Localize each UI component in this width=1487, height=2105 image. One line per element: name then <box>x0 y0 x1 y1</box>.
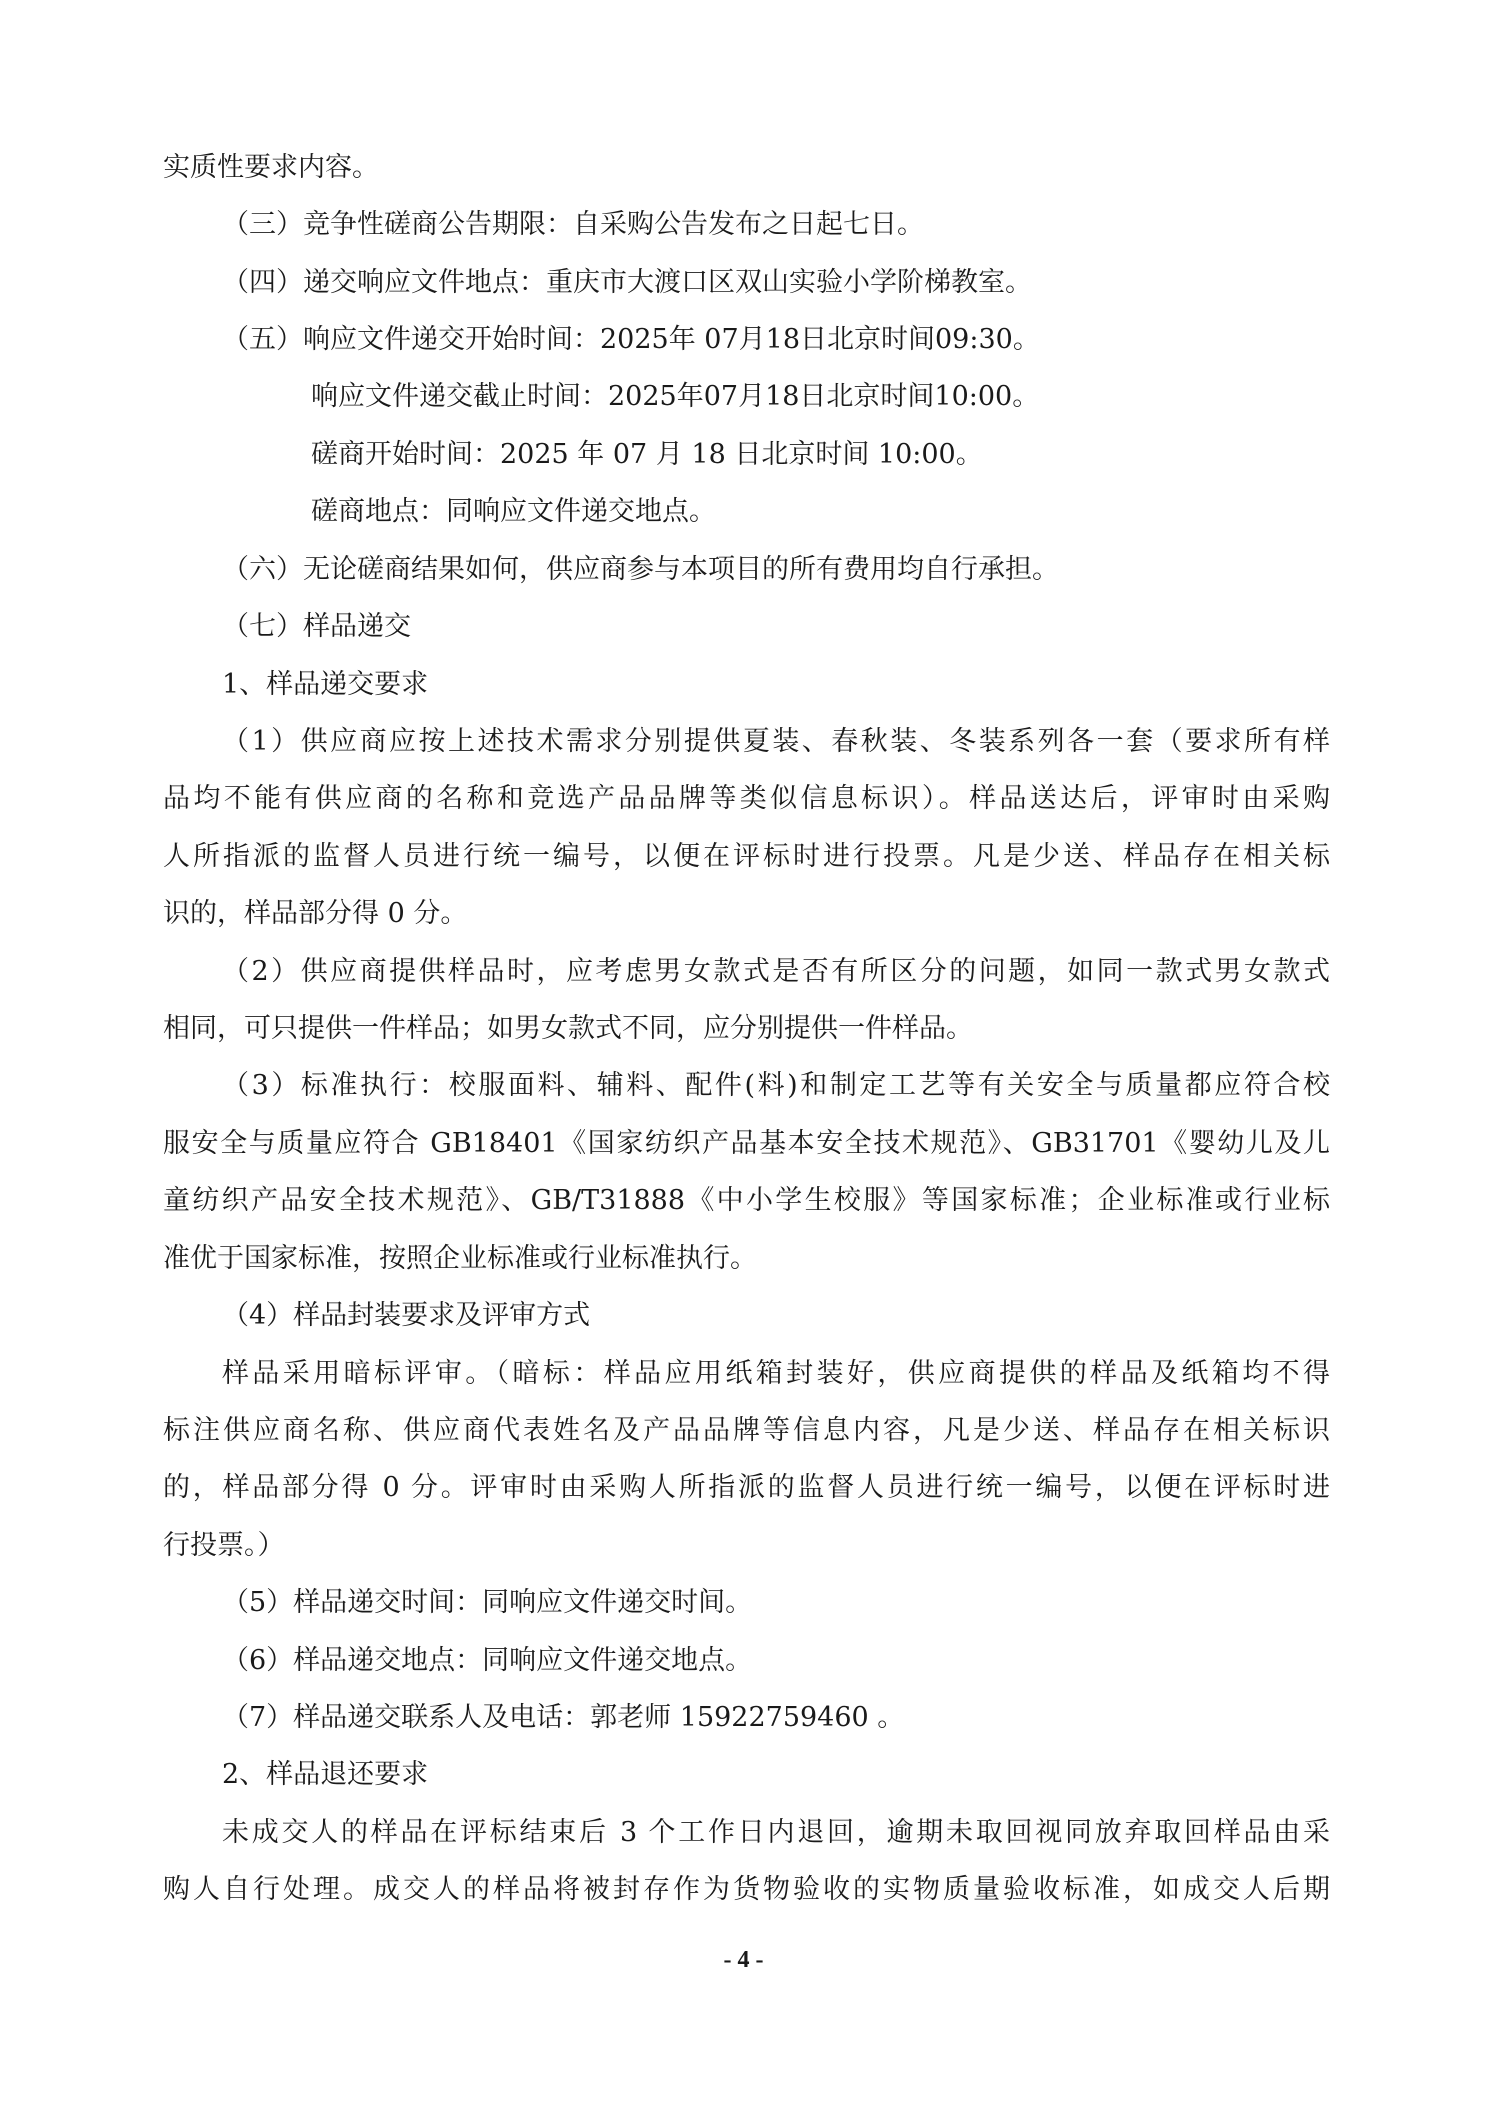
paragraph-line: 未成交人的样品在评标结束后 3 个工作日内退回，逾期未取回视同放弃取回样品由采 <box>222 1817 1330 1848</box>
paragraph-line: （3）标准执行：校服面料、辅料、配件(料)和制定工艺等有关安全与质量都应符合校 <box>222 1070 1330 1101</box>
submission-deadline-time: 响应文件递交截止时间：2025年07月18日北京时间10:00。 <box>311 381 1040 412</box>
paragraph-line: （1）供应商应按上述技术需求分别提供夏装、春秋装、冬装系列各一套（要求所有样 <box>222 726 1330 757</box>
sample-submission-requirements-heading: 1、样品递交要求 <box>222 669 429 700</box>
paragraph-line: 相同，可只提供一件样品；如男女款式不同，应分别提供一件样品。 <box>163 1013 973 1044</box>
section-7-heading: （七）样品递交 <box>222 611 411 642</box>
paragraph-line: 标注供应商名称、供应商代表姓名及产品品牌等信息内容，凡是少送、样品存在相关标识 <box>163 1415 1330 1446</box>
sample-packaging-heading: （4）样品封装要求及评审方式 <box>222 1300 591 1331</box>
paragraph-line: 人所指派的监督人员进行统一编号，以便在评标时进行投票。凡是少送、样品存在相关标 <box>163 841 1330 872</box>
sample-submission-time: （5）样品递交时间：同响应文件递交时间。 <box>222 1587 753 1618</box>
section-3-public-notice-period: （三）竞争性磋商公告期限：自采购公告发布之日起七日。 <box>222 209 924 240</box>
paragraph-line: 识的，样品部分得 0 分。 <box>163 898 468 929</box>
paragraph-line: 样品采用暗标评审。（暗标：样品应用纸箱封装好，供应商提供的样品及纸箱均不得 <box>222 1358 1330 1389</box>
paragraph-line: 品均不能有供应商的名称和竞选产品品牌等类似信息标识）。样品送达后，评审时由采购 <box>163 783 1330 814</box>
section-5-submission-start-time: （五）响应文件递交开始时间：2025年 07月18日北京时间09:30。 <box>222 324 1040 355</box>
sample-return-heading: 2、样品退还要求 <box>222 1759 429 1790</box>
paragraph-line: 准优于国家标准，按照企业标准或行业标准执行。 <box>163 1243 757 1274</box>
negotiation-start-time: 磋商开始时间：2025 年 07 月 18 日北京时间 10:00。 <box>311 439 983 470</box>
sample-submission-location: （6）样品递交地点：同响应文件递交地点。 <box>222 1645 753 1676</box>
paragraph-line: （2）供应商提供样品时，应考虑男女款式是否有所区分的问题，如同一款式男女款式 <box>222 956 1330 987</box>
page-number: - 4 - <box>723 1947 764 1973</box>
paragraph-line: 的，样品部分得 0 分。评审时由采购人所指派的监督人员进行统一编号，以便在评标时进 <box>163 1472 1330 1503</box>
paragraph-line: 购人自行处理。成交人的样品将被封存作为货物验收的实物质量验收标准，如成交人后期 <box>163 1874 1330 1905</box>
sample-contact: （7）样品递交联系人及电话：郭老师 15922759460 。 <box>222 1702 905 1733</box>
section-4-submission-location: （四）递交响应文件地点：重庆市大渡口区双山实验小学阶梯教室。 <box>222 267 1032 298</box>
paragraph-line: 服安全与质量应符合 GB18401《国家纺织产品基本安全技术规范》、GB31701《婴幼儿及儿 <box>163 1128 1330 1159</box>
negotiation-location: 磋商地点：同响应文件递交地点。 <box>311 496 716 527</box>
paragraph-line: 行投票。） <box>163 1530 285 1561</box>
paragraph-line: 童纺织产品安全技术规范》、GB/T31888《中小学生校服》等国家标准；企业标准或行业标 <box>163 1185 1330 1216</box>
body-text-line: 实质性要求内容。 <box>163 152 379 183</box>
section-6-costs: （六）无论磋商结果如何，供应商参与本项目的所有费用均自行承担。 <box>222 554 1059 585</box>
